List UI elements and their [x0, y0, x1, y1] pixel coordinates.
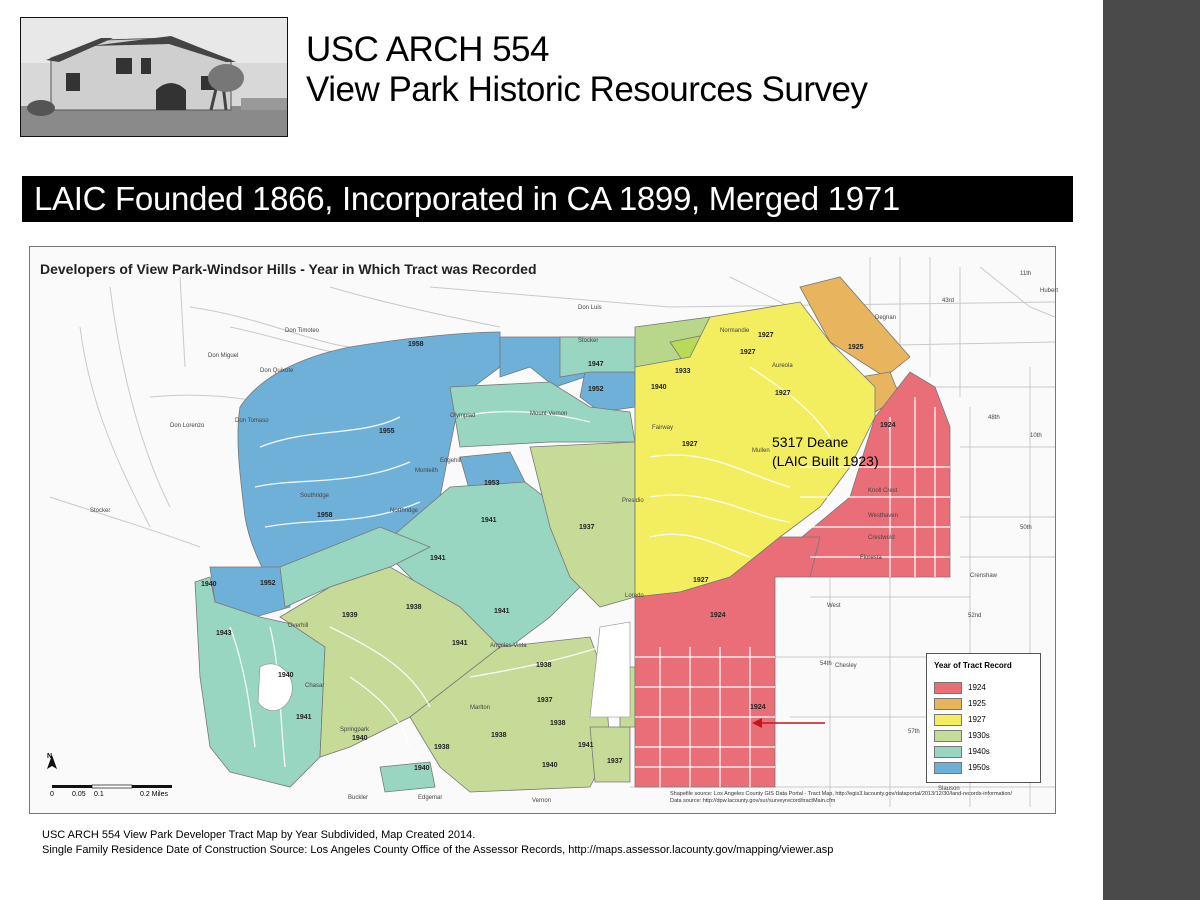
- street-label: 11th: [1020, 271, 1032, 277]
- street-label: Monteith: [415, 468, 439, 474]
- tract-year-label: 1924: [710, 612, 726, 619]
- street-label: Mullen: [752, 448, 770, 454]
- street-label: Don Luis: [578, 305, 602, 311]
- tract-year-label: 1925: [848, 344, 864, 351]
- street-label: Springpark: [340, 727, 370, 733]
- street-label: Crenshaw: [970, 573, 998, 579]
- annotation-line-2: (LAIC Built 1923): [772, 453, 879, 469]
- street-label: West: [827, 603, 841, 609]
- legend-swatch: [934, 746, 962, 758]
- tract-year-label: 1927: [693, 577, 709, 584]
- street-label: Stocker: [578, 338, 599, 344]
- street-label: Knoll Crest: [868, 488, 898, 494]
- legend-item: [934, 698, 1034, 710]
- street-label: Chasar: [305, 683, 325, 689]
- tract-year-label: 1938: [491, 732, 507, 739]
- street-label: Normandie: [720, 328, 750, 334]
- street-label: Mount Vernon: [530, 411, 568, 417]
- slide-caption: [42, 828, 833, 858]
- street-label: Fairway: [652, 425, 674, 431]
- tract-year-label: 1938: [550, 720, 566, 727]
- survey-title: View Park Historic Resources Survey: [306, 70, 868, 109]
- tract-year-label: 1958: [408, 341, 424, 348]
- street-label: Chesley: [835, 663, 857, 669]
- tract-year-label: 1941: [430, 555, 446, 562]
- tract-year-label: 1941: [481, 517, 497, 524]
- tract-year-label: 1939: [342, 612, 358, 619]
- legend-label: 1940s: [968, 747, 990, 756]
- map-source: [670, 791, 1012, 805]
- legend-item: [934, 730, 1034, 742]
- tract-year-label: 1953: [484, 480, 500, 487]
- tract-year-label: 1927: [758, 332, 774, 339]
- tract-year-label: 1924: [880, 422, 896, 429]
- house-photo: [20, 17, 288, 137]
- tract-year-label: 1940: [542, 762, 558, 769]
- street-label: Floresta: [860, 555, 882, 561]
- tract-year-label: 1952: [260, 580, 276, 587]
- street-label: 10th: [1030, 433, 1042, 439]
- street-label: Degnan: [875, 315, 897, 321]
- street-label: 52nd: [968, 613, 982, 619]
- street-label: 43rd: [942, 298, 955, 304]
- tract-year-label: 1940: [352, 735, 368, 742]
- street-label: Edgehill: [440, 458, 462, 464]
- street-label: Presidio: [622, 498, 644, 504]
- street-label: Southridge: [300, 493, 330, 499]
- street-label: Marlton: [470, 705, 491, 711]
- legend-label: 1927: [968, 715, 986, 724]
- street-label: Overhill: [288, 623, 309, 629]
- tract-year-label: 1927: [740, 349, 756, 356]
- slide-sidebar: [1103, 0, 1200, 900]
- legend-swatch: [934, 714, 962, 726]
- street-label: Westhaven: [868, 513, 898, 519]
- tract-year-label: 1941: [578, 742, 594, 749]
- course-title: USC ARCH 554: [306, 30, 549, 69]
- street-label: Don Tomaso: [235, 418, 269, 424]
- tract-year-label: 1940: [651, 384, 667, 391]
- source-line-1: Shapefile source: Los Angeles County GIS Data Portal - Tract Map, http://egis3.lacounty.gov/dataportal/2013/12/30/land-records-information/: [670, 791, 1013, 797]
- street-label: Vernon: [532, 798, 552, 804]
- street-label: Slauson: [938, 786, 960, 792]
- history-banner: LAIC Founded 1866, Incorporated in CA 1899, Merged 1971: [22, 176, 1073, 222]
- street-label: 57th: [908, 729, 920, 735]
- scale-tick-label: 0.05: [72, 791, 86, 798]
- tract-year-label: 1941: [494, 608, 510, 615]
- legend-swatch: [934, 682, 962, 694]
- legend-label: 1930s: [968, 731, 990, 740]
- legend-swatch: [934, 762, 962, 774]
- street-label: 50th: [1020, 525, 1032, 531]
- tract-year-label: 1940: [278, 672, 294, 679]
- scale-tick-label: 0.2 Miles: [140, 791, 169, 798]
- tract-year-label: 1937: [537, 697, 553, 704]
- tract-year-label: 1940: [414, 765, 430, 772]
- tract-year-label: 1924: [750, 704, 766, 711]
- tract-year-label: 1943: [216, 630, 232, 637]
- source-line-2: Data source: http://dpw.lacounty.gov/sur/surveyrecord/tractMain.cfm: [670, 798, 836, 804]
- tract-year-label: 1938: [406, 604, 422, 611]
- tract-year-label: 1933: [675, 368, 691, 375]
- street-label: Angeles Vista: [490, 643, 527, 649]
- property-annotation: [772, 433, 879, 471]
- legend-item: [934, 762, 1034, 774]
- scale-tick-label: 0: [50, 791, 54, 798]
- street-label: Crestwold: [868, 535, 895, 541]
- caption-line-1: USC ARCH 554 View Park Developer Tract Map by Year Subdivided, Map Created 2014.: [42, 829, 476, 841]
- legend-label: 1925: [968, 699, 986, 708]
- legend-item: [934, 682, 1034, 694]
- legend-title: Year of Tract Record: [934, 661, 1012, 670]
- legend-item: [934, 746, 1034, 758]
- tract-year-label: 1938: [536, 662, 552, 669]
- annotation-line-1: 5317 Deane: [772, 434, 849, 450]
- tract-year-label: 1937: [579, 524, 595, 531]
- tract-year-label: 1927: [775, 390, 791, 397]
- tract-year-label: 1941: [296, 714, 312, 721]
- tract-year-label: 1927: [682, 441, 698, 448]
- street-label: Aureola: [772, 363, 793, 369]
- street-label: Don Miguel: [208, 353, 239, 359]
- street-label: Buckler: [348, 795, 369, 801]
- tract-year-label: 1940: [201, 581, 217, 588]
- street-label: Lorado: [625, 593, 644, 599]
- tract-map-graphic: [30, 247, 1059, 813]
- street-label: 48th: [988, 415, 1000, 421]
- tract-year-label: 1938: [434, 744, 450, 751]
- street-label: Olympiad: [450, 413, 476, 419]
- street-label: Don Quixote: [260, 368, 294, 374]
- tract-year-label: 1955: [379, 428, 395, 435]
- street-label: Don Lorenzo: [170, 423, 205, 429]
- slide-title: [306, 30, 868, 110]
- tract-year-label: 1941: [452, 640, 468, 647]
- street-label: Don Timoteo: [285, 328, 320, 334]
- tract-year-label: 1958: [317, 512, 333, 519]
- legend-swatch: [934, 698, 962, 710]
- street-label: Northridge: [390, 508, 419, 514]
- map-title: Developers of View Park-Windsor Hills - Year in Which Tract was Recorded: [40, 261, 537, 277]
- north-label: N: [47, 753, 53, 760]
- caption-line-2: Single Family Residence Date of Construction Source: Los Angeles County Office of the Assessor Records, http://maps.assessor.lacounty.gov/mapping/viewer.asp: [42, 844, 834, 856]
- legend-label: 1950s: [968, 763, 990, 772]
- legend-label: 1924: [968, 683, 986, 692]
- tract-year-label: 1952: [588, 386, 604, 393]
- scale-bar: [52, 785, 172, 788]
- tract-year-label: 1947: [588, 361, 604, 368]
- scale-tick-label: 0.1: [94, 791, 104, 798]
- street-label: Edgemar: [418, 795, 443, 801]
- street-label: Stocker: [90, 508, 111, 514]
- tract-map: [29, 246, 1059, 814]
- tract-year-label: 1937: [607, 758, 623, 765]
- map-legend: [926, 653, 1041, 783]
- street-label: 54th: [820, 661, 832, 667]
- street-label: Hubert: [1040, 288, 1059, 294]
- legend-swatch: [934, 730, 962, 742]
- legend-item: [934, 714, 1034, 726]
- house-photo-image: [21, 18, 287, 136]
